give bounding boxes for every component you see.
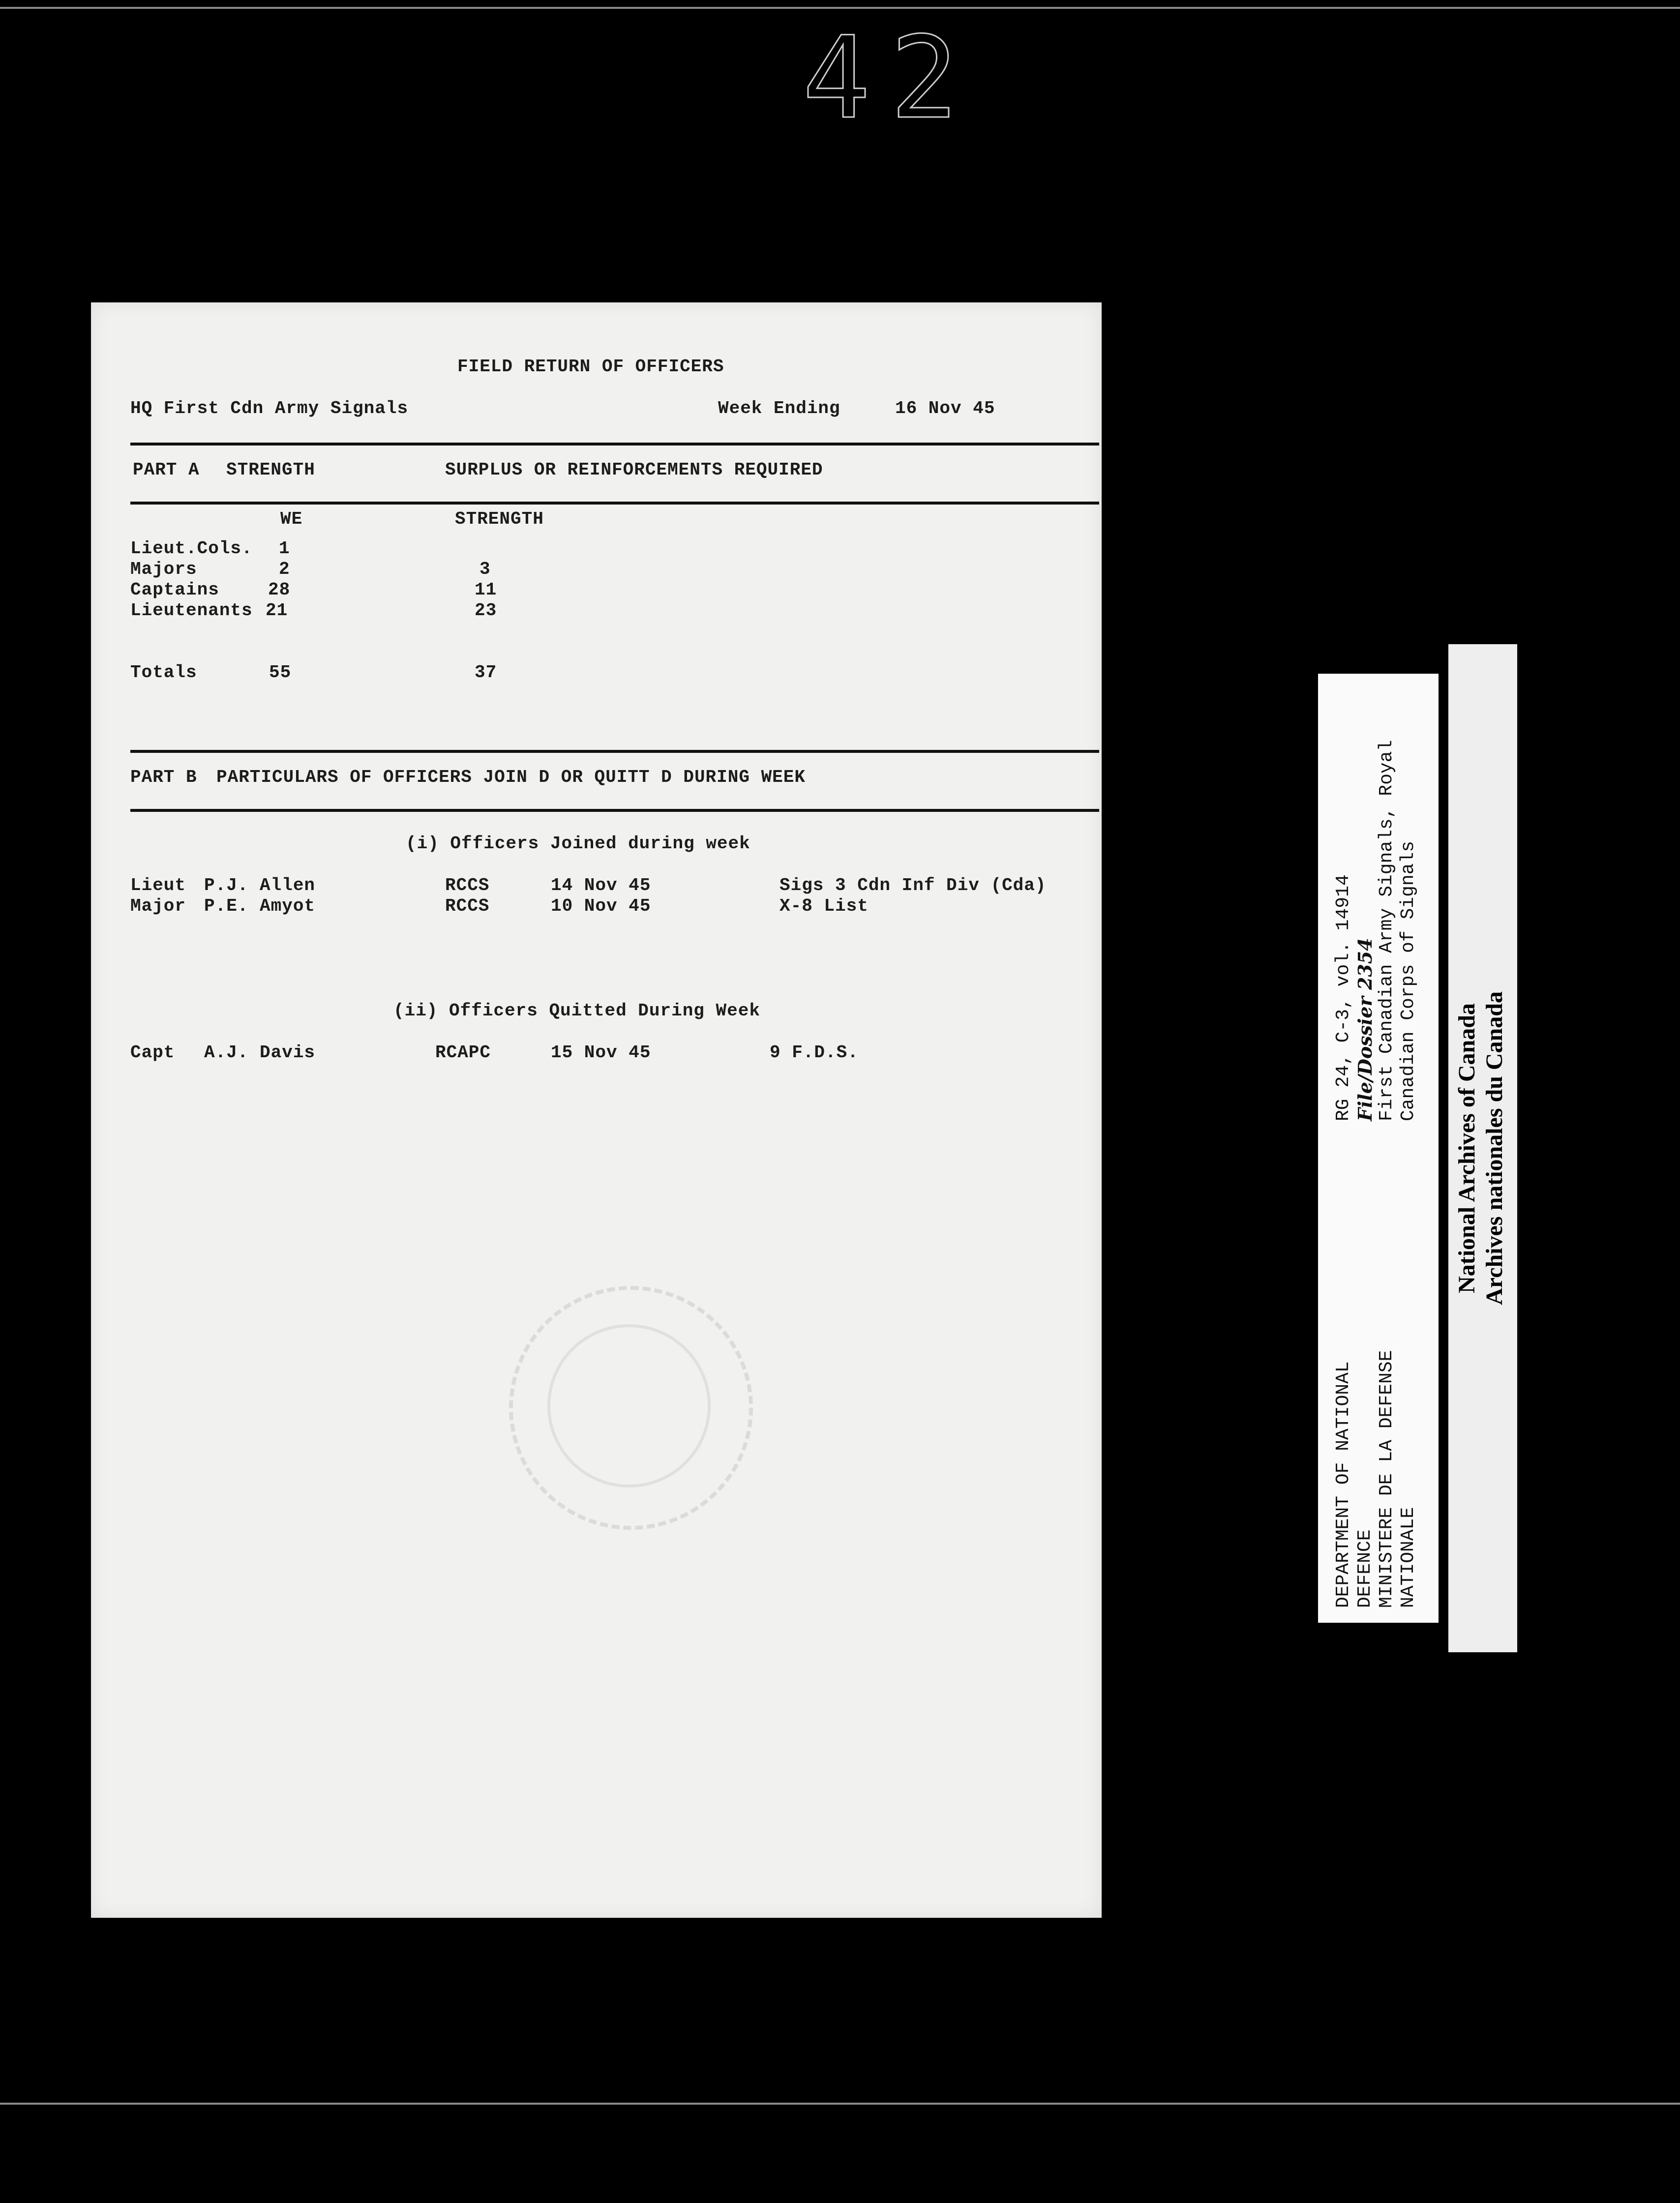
- joined-heading: (i) Officers Joined during week: [406, 834, 750, 854]
- divider-rule: [130, 502, 1099, 505]
- quitted-name: A.J. Davis: [204, 1042, 316, 1063]
- dept-line: DEFENCE: [1354, 1529, 1376, 1608]
- joined-from: Sigs 3 Cdn Inf Div (Cda): [780, 875, 1047, 895]
- dept-line: NATIONALE: [1398, 1507, 1419, 1608]
- part-a-surplus-label: SURPLUS OR REINFORCEMENTS REQUIRED: [445, 460, 823, 480]
- dept-line: MINISTERE DE LA DEFENSE: [1376, 1350, 1397, 1608]
- rank-cell: Majors: [130, 559, 197, 579]
- week-ending-label: Week Ending: [718, 398, 840, 418]
- ref-line: RG 24, C-3, vol. 14914: [1333, 874, 1354, 1121]
- desc-line: First Canadian Army Signals, Royal: [1376, 740, 1397, 1121]
- part-a-label: PART A: [133, 460, 200, 480]
- quitted-to: 9 F.D.S.: [770, 1042, 859, 1063]
- quitted-heading: (ii) Officers Quitted During Week: [393, 1001, 760, 1021]
- divider-rule: [130, 443, 1099, 446]
- top-edge-line: [0, 7, 1680, 9]
- part-b-heading: PARTICULARS OF OFFICERS JOIN D OR QUITT D DURING WEEK: [216, 767, 806, 787]
- strength-cell: 23: [475, 600, 497, 621]
- joined-from: X-8 List: [780, 896, 869, 916]
- joined-date: 10 Nov 45: [551, 896, 651, 916]
- totals-strength: 37: [475, 662, 497, 683]
- document-sheet: [91, 302, 1102, 1918]
- joined-date: 14 Nov 45: [551, 875, 651, 895]
- unit-name: HQ First Cdn Army Signals: [130, 398, 409, 418]
- joined-corps: RCCS: [445, 875, 490, 895]
- joined-name: P.J. Allen: [204, 875, 316, 895]
- archive-brand-label: [1448, 644, 1517, 1652]
- we-cell: 2: [279, 559, 290, 579]
- totals-we: 55: [269, 662, 292, 683]
- faded-seal-stamp: [509, 1286, 753, 1530]
- archive-brand-line: National Archives of Canada: [1454, 1003, 1480, 1293]
- week-ending-date: 16 Nov 45: [895, 398, 995, 418]
- document-title: FIELD RETURN OF OFFICERS: [457, 357, 724, 377]
- frame-number: 42: [802, 13, 978, 144]
- divider-rule: [130, 809, 1099, 812]
- archive-brand-line: Archives nationales du Canada: [1481, 991, 1507, 1305]
- col-strength-header: STRENGTH: [455, 509, 544, 529]
- rank-cell: Lieutenants: [130, 600, 253, 621]
- rank-cell: Captains: [130, 580, 219, 600]
- faded-handwriting: [214, 1168, 1075, 1266]
- totals-label: Totals: [130, 662, 197, 683]
- bottom-edge-line: [0, 2103, 1680, 2105]
- quitted-rank: Capt: [130, 1042, 175, 1063]
- we-cell: 21: [266, 600, 288, 621]
- rank-cell: Lieut.Cols.: [130, 538, 253, 559]
- joined-rank: Lieut: [130, 875, 186, 895]
- dept-line: DEPARTMENT OF NATIONAL: [1333, 1361, 1354, 1608]
- quitted-corps: RCAPC: [435, 1042, 491, 1063]
- strength-cell: 3: [480, 559, 491, 579]
- col-we-header: WE: [280, 509, 303, 529]
- strength-cell: 11: [475, 580, 497, 600]
- file-line: File/Dossier 2354: [1354, 938, 1376, 1121]
- part-a-strength-label: STRENGTH: [226, 460, 315, 480]
- joined-corps: RCCS: [445, 896, 490, 916]
- part-b-label: PART B: [130, 767, 197, 787]
- we-cell: 28: [268, 580, 291, 600]
- desc-line: Canadian Corps of Signals: [1398, 840, 1419, 1121]
- divider-rule: [130, 750, 1099, 753]
- quitted-date: 15 Nov 45: [551, 1042, 651, 1063]
- joined-name: P.E. Amyot: [204, 896, 316, 916]
- archive-reference-label: [1318, 674, 1439, 1623]
- we-cell: 1: [279, 538, 290, 559]
- joined-rank: Major: [130, 896, 186, 916]
